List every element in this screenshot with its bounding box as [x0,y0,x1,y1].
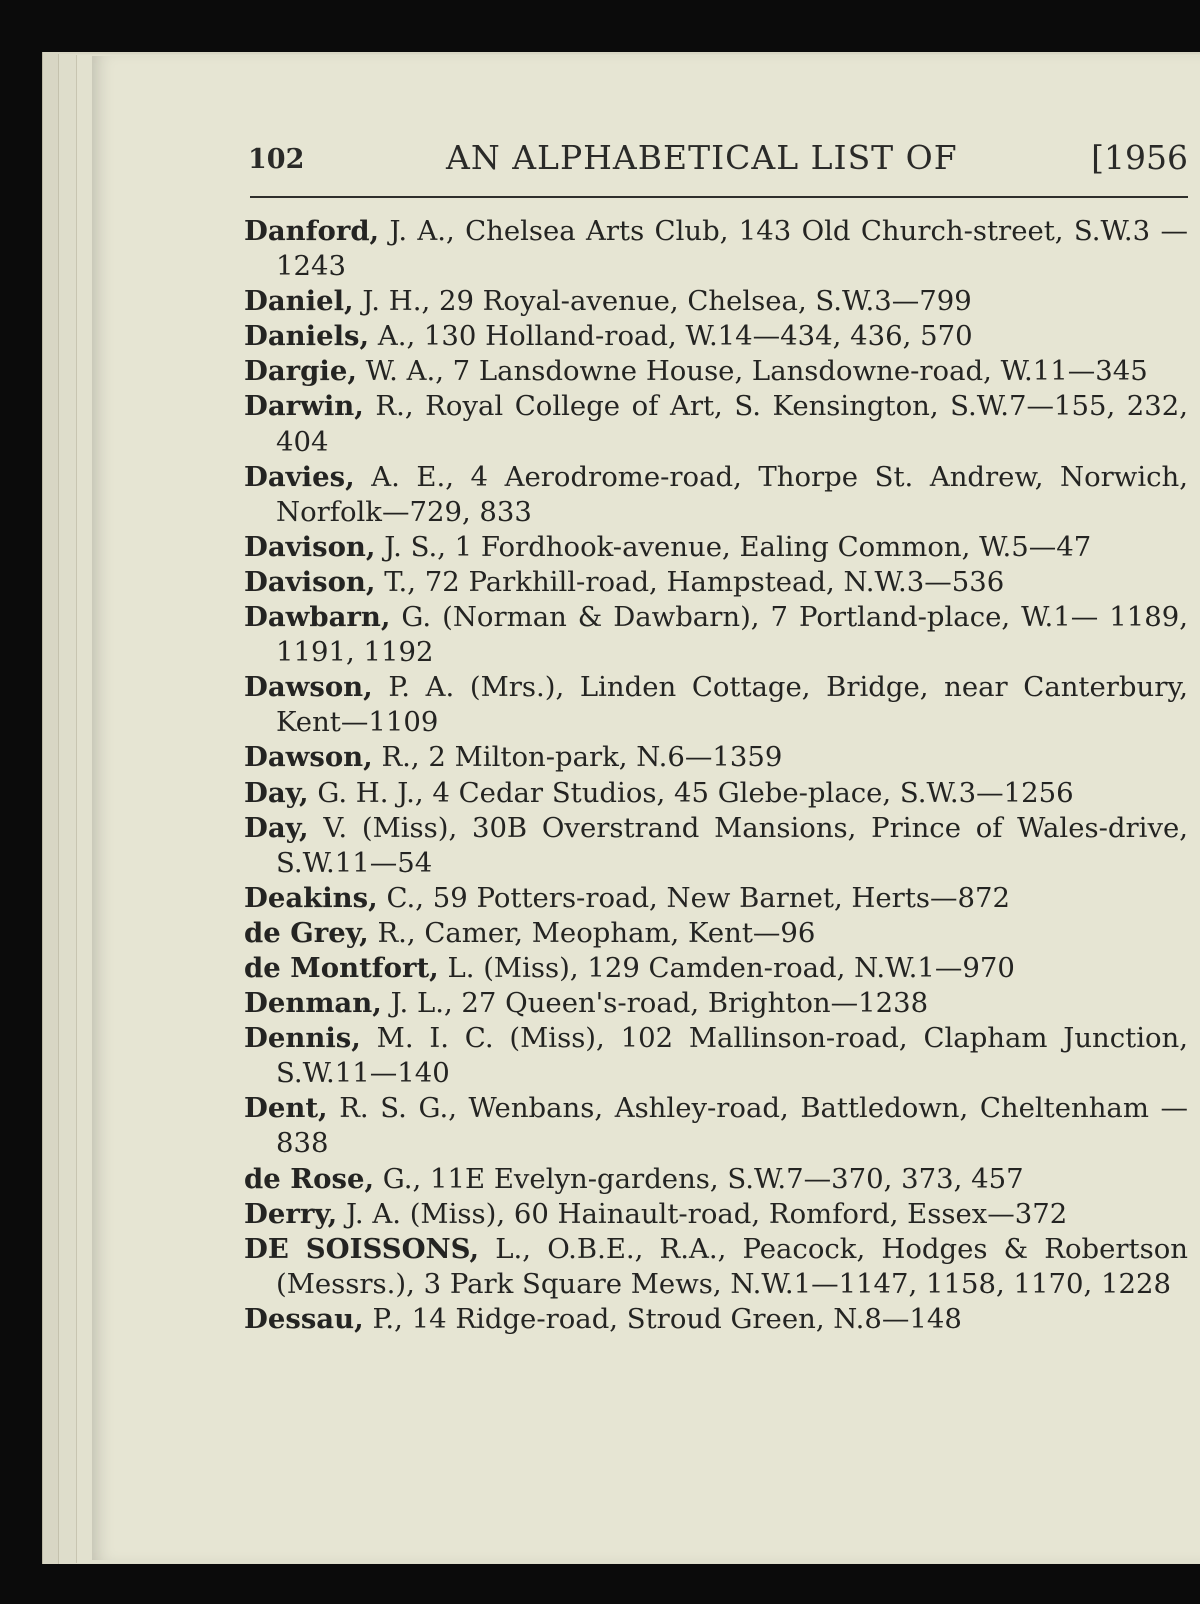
entry-name: Day, [244,776,309,809]
entry-details: J. L., 27 Queen's-road, Brighton—1238 [381,987,929,1020]
list-item [244,951,1188,986]
entry-details: A., 130 Holland-road, W.14—434, 436, 570 [369,320,973,353]
entry-details: R., Royal College of Art, S. Kensington, S.W.7—155, 232, 404 [276,390,1188,458]
list-item [244,319,1188,354]
list-item [244,881,1188,916]
entry-name: Daniels, [244,320,370,353]
list-item [244,1232,1188,1302]
list-item [244,600,1188,670]
entry-details: L. (Miss), 129 Camden-road, N.W.1—970 [438,951,1015,984]
list-item [244,1162,1188,1197]
entry-name: Dawson, [244,741,373,774]
entry-details: J. A., Chelsea Arts Club, 143 Old Church-street, S.W.3 —1243 [276,215,1188,283]
entry-name: Darwin, [244,390,364,423]
list-item [244,565,1188,600]
entry-details: G. (Norman & Dawbarn), 7 Portland-place, W.1— 1189, 1191, 1192 [276,601,1188,669]
header-rule [250,196,1188,198]
entry-details: J. A. (Miss), 60 Hainault-road, Romford, Essex—372 [337,1197,1068,1230]
entry-name: Dargie, [244,355,357,388]
year-marker: [1956 [1091,138,1188,177]
entry-name: de Grey, [244,916,369,949]
list-item [244,1302,1188,1337]
entry-details: J. H., 29 Royal-avenue, Chelsea, S.W.3—799 [353,285,972,318]
entry-name: Denman, [244,987,382,1020]
entry-name: Davies, [244,460,355,493]
entry-name: Davison, [244,565,376,598]
entry-name: Dennis, [244,1022,361,1055]
entry-name: Deakins, [244,881,378,914]
entry-name: Dawbarn, [244,601,391,634]
directory-list [244,214,1188,1337]
page-number: 102 [248,144,305,175]
entry-details: J. S., 1 Fordhook-avenue, Ealing Common, W.5—47 [375,530,1092,563]
entry-name: Davison, [244,530,376,563]
entry-details: G., 11E Evelyn-gardens, S.W.7—370, 373, 457 [374,1162,1024,1195]
list-item [244,986,1188,1021]
list-item [244,916,1188,951]
entry-details: P. A. (Mrs.), Linden Cottage, Bridge, near Canterbury, Kent—1109 [276,671,1188,739]
entry-details: C., 59 Potters-road, New Barnet, Herts—872 [377,881,1010,914]
entry-details: W. A., 7 Lansdowne House, Lansdowne-road, W.11—345 [356,355,1148,388]
entry-details: L., O.B.E., R.A., Peacock, Hodges & Robertson (Messrs.), 3 Park Square Mews, N.W.1—1147, 1158, 1170, 1228 [276,1232,1188,1300]
entry-name: de Montfort, [244,951,439,984]
entry-details: T., 72 Parkhill-road, Hampstead, N.W.3—536 [375,565,1005,598]
page-title: AN ALPHABETICAL LIST OF [446,138,958,177]
entry-name: Dawson, [244,671,373,704]
list-item [244,670,1188,740]
list-item [244,354,1188,389]
entry-name: Dessau, [244,1302,364,1335]
list-item [244,530,1188,565]
list-item [244,389,1188,459]
list-item [244,811,1188,881]
entry-details: P., 14 Ridge-road, Stroud Green, N.8—148 [363,1302,962,1335]
list-item [244,1021,1188,1091]
entry-details: R., 2 Milton-park, N.6—1359 [372,741,783,774]
list-item [244,214,1188,284]
running-header [248,138,1188,186]
entry-name: de Rose, [244,1162,375,1195]
entry-details: R., Camer, Meopham, Kent—96 [368,916,816,949]
list-item [244,740,1188,775]
list-item [244,1091,1188,1161]
entry-name: Danford, [244,215,380,247]
entry-details: G. H. J., 4 Cedar Studios, 45 Glebe-place, S.W.3—1256 [308,776,1074,809]
list-item [244,284,1188,319]
entry-name: Day, [244,811,309,844]
entry-details: V. (Miss), 30B Overstrand Mansions, Prince of Wales-drive, S.W.11—54 [276,811,1188,879]
entry-name: Derry, [244,1197,338,1230]
list-item [244,460,1188,530]
entry-name: Dent, [244,1092,328,1125]
entry-name: Daniel, [244,285,354,318]
entry-details: R. S. G., Wenbans, Ashley-road, Battledown, Cheltenham —838 [276,1092,1188,1160]
entry-name: DE SOISSONS, [244,1232,480,1265]
list-item [244,1197,1188,1232]
entry-details: A. E., 4 Aerodrome-road, Thorpe St. Andrew, Norwich, Norfolk—729, 833 [276,460,1188,528]
entry-details: M. I. C. (Miss), 102 Mallinson-road, Clapham Junction, S.W.11—140 [276,1022,1188,1090]
list-item [244,776,1188,811]
